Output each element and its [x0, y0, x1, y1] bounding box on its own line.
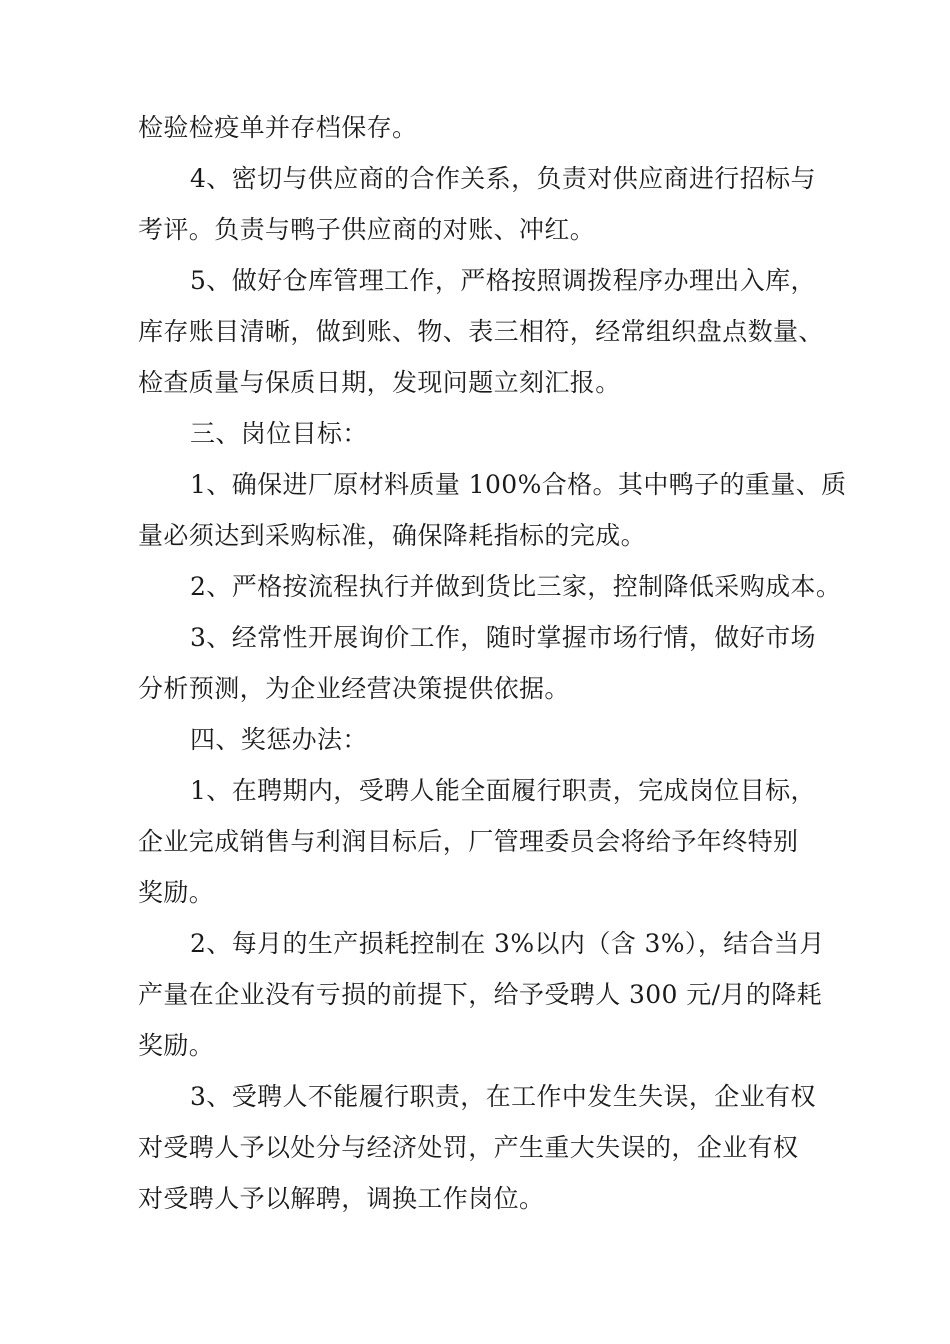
text-line: 库存账目清晰，做到账、物、表三相符，经常组织盘点数量、: [138, 317, 824, 346]
text-line: 4、密切与供应商的合作关系，负责对供应商进行招标与: [190, 164, 816, 193]
section-heading: 四、奖惩办法：: [190, 725, 368, 754]
text-line: 量必须达到采购标准，确保降耗指标的完成。: [138, 521, 647, 550]
text-line: 1、确保进厂原材料质量 100%合格。其中鸭子的重量、质: [190, 470, 847, 499]
text-line: 3、受聘人不能履行职责，在工作中发生失误，企业有权: [190, 1082, 816, 1111]
text-line: 产量在企业没有亏损的前提下，给予受聘人 300 元/月的降耗: [138, 980, 823, 1009]
text-line: 分析预测，为企业经营决策提供依据。: [138, 674, 570, 703]
text-line: 企业完成销售与利润目标后，厂管理委员会将给予年终特别: [138, 827, 799, 856]
text-line: 3、经常性开展询价工作，随时掌握市场行情，做好市场: [190, 623, 816, 652]
text-line: 奖励。: [138, 1031, 215, 1060]
document-body: [138, 102, 850, 1224]
text-line: 检验检疫单并存档保存。: [138, 113, 418, 142]
text-line: 2、每月的生产损耗控制在 3%以内（含 3%），结合当月: [190, 929, 825, 958]
text-line: 5、做好仓库管理工作，严格按照调拨程序办理出入库，: [190, 266, 816, 295]
section-heading: 三、岗位目标：: [190, 419, 368, 448]
text-line: 检查质量与保质日期，发现问题立刻汇报。: [138, 368, 621, 397]
text-line: 对受聘人予以解聘，调换工作岗位。: [138, 1184, 545, 1213]
text-line: 2、严格按流程执行并做到货比三家，控制降低采购成本。: [190, 572, 842, 601]
text-line: 奖励。: [138, 878, 215, 907]
text-line: 1、在聘期内，受聘人能全面履行职责，完成岗位目标，: [190, 776, 816, 805]
text-line: 对受聘人予以处分与经济处罚，产生重大失误的，企业有权: [138, 1133, 799, 1162]
text-line: 考评。负责与鸭子供应商的对账、冲红。: [138, 215, 596, 244]
